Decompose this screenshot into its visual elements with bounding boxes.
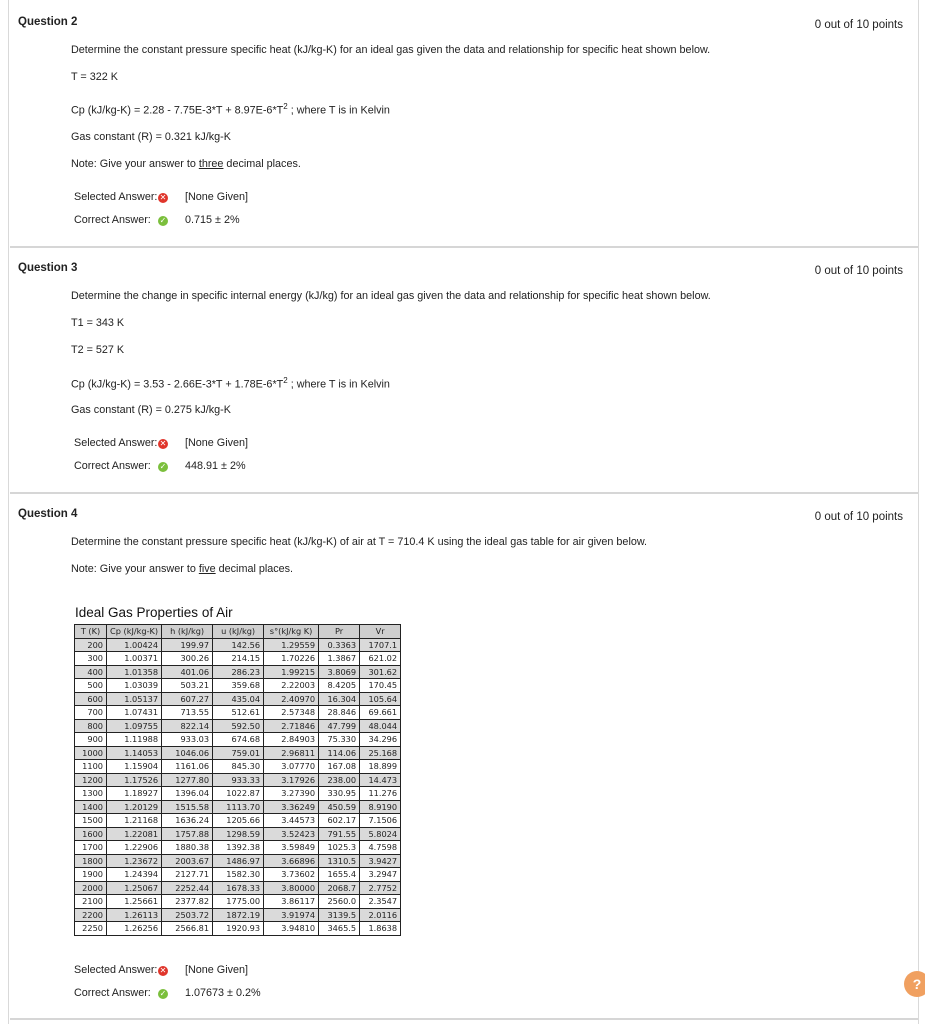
- table-header-row: [75, 625, 401, 639]
- table-cell: 1396.04: [162, 787, 213, 801]
- table-cell: 1.29559: [264, 638, 319, 652]
- question-prompt: Determine the constant pressure specific heat (kJ/kg-K) of air at T = 710.4 K using the ideal gas table for air given below.: [71, 536, 648, 548]
- check-circle-icon: ✓: [159, 462, 167, 471]
- selected-answer-label: Selected Answer:: [74, 191, 158, 203]
- table-cell: 1.21168: [107, 814, 162, 828]
- table-cell: 3.80000: [264, 881, 319, 895]
- table-cell: 1880.38: [162, 841, 213, 855]
- table-cell: 1500: [75, 814, 107, 828]
- table-cell: 592.50: [213, 719, 264, 733]
- table-cell: 200: [75, 638, 107, 652]
- table-cell: 2.96811: [264, 746, 319, 760]
- table-row: [75, 854, 401, 868]
- table-cell: 1310.5: [319, 854, 360, 868]
- x-circle-icon: ✕: [159, 193, 167, 202]
- table-header-cell: T (K): [75, 625, 107, 639]
- table-cell: 300: [75, 652, 107, 666]
- table-cell: 600: [75, 692, 107, 706]
- temperature-2-value: T2 = 527 K: [71, 344, 125, 356]
- table-cell: 900: [75, 733, 107, 747]
- table-cell: 2503.72: [162, 908, 213, 922]
- table-cell: 3.2947: [360, 868, 401, 882]
- table-cell: 105.64: [360, 692, 401, 706]
- table-cell: 1872.19: [213, 908, 264, 922]
- correct-answer-label: Correct Answer:: [74, 460, 151, 472]
- table-cell: 1277.80: [162, 773, 213, 787]
- table-cell: 3.8069: [319, 665, 360, 679]
- question-note: Note: Give your answer to five decimal places.: [71, 563, 294, 575]
- table-cell: 2560.0: [319, 895, 360, 909]
- ideal-gas-table: [74, 624, 401, 936]
- table-row: [75, 787, 401, 801]
- table-cell: 1900: [75, 868, 107, 882]
- gas-constant: Gas constant (R) = 0.275 kJ/kg-K: [71, 404, 231, 416]
- page-border-right: [918, 0, 919, 1024]
- table-cell: 25.168: [360, 746, 401, 760]
- table-cell: 500: [75, 679, 107, 693]
- table-cell: 4.7598: [360, 841, 401, 855]
- table-row: [75, 841, 401, 855]
- table-cell: 3.73602: [264, 868, 319, 882]
- table-cell: 2127.71: [162, 868, 213, 882]
- selected-answer-value: [None Given]: [185, 191, 249, 203]
- table-cell: 2000: [75, 881, 107, 895]
- table-cell: 301.62: [360, 665, 401, 679]
- table-cell: 2377.82: [162, 895, 213, 909]
- table-cell: 3.59849: [264, 841, 319, 855]
- table-cell: 1298.59: [213, 827, 264, 841]
- table-cell: 1.11988: [107, 733, 162, 747]
- table-cell: 1.14053: [107, 746, 162, 760]
- temperature-1-value: T1 = 343 K: [71, 317, 125, 329]
- table-cell: 2252.44: [162, 881, 213, 895]
- table-cell: 503.21: [162, 679, 213, 693]
- cp-relationship: Cp $(kJ/kg-K) = 3.53 - 2.66E-3*T + 1.78E-6*T^2$ ; where T is in Kelvin: [71, 376, 390, 391]
- table-cell: 48.044: [360, 719, 401, 733]
- table-header-cell: u (kJ/kg): [213, 625, 264, 639]
- table-header-cell: Cp (kJ/kg-K): [107, 625, 162, 639]
- table-cell: 1392.38: [213, 841, 264, 855]
- table-cell: 1486.97: [213, 854, 264, 868]
- table-cell: 1.05137: [107, 692, 162, 706]
- table-cell: 2.71846: [264, 719, 319, 733]
- table-cell: 1.99215: [264, 665, 319, 679]
- table-cell: 1.15904: [107, 760, 162, 774]
- question-title: Question 3: [18, 262, 78, 274]
- table-cell: 1678.33: [213, 881, 264, 895]
- table-cell: 2.7752: [360, 881, 401, 895]
- page-border-left: [8, 0, 9, 1024]
- table-cell: 3.27390: [264, 787, 319, 801]
- table-cell: 933.33: [213, 773, 264, 787]
- table-cell: 14.473: [360, 773, 401, 787]
- table-cell: 1700: [75, 841, 107, 855]
- table-cell: 1.22906: [107, 841, 162, 855]
- table-cell: 3.07770: [264, 760, 319, 774]
- check-circle-icon: ✓: [159, 216, 167, 225]
- table-row: [75, 922, 401, 936]
- table-header-cell: h (kJ/kg): [162, 625, 213, 639]
- table-cell: 1775.00: [213, 895, 264, 909]
- correct-answer-label: Correct Answer:: [74, 214, 151, 226]
- table-cell: 2.40970: [264, 692, 319, 706]
- table-cell: 2068.7: [319, 881, 360, 895]
- table-cell: 8.9190: [360, 800, 401, 814]
- table-cell: 1515.58: [162, 800, 213, 814]
- table-cell: 300.26: [162, 652, 213, 666]
- table-cell: 1000: [75, 746, 107, 760]
- table-cell: 3.86117: [264, 895, 319, 909]
- table-cell: 286.23: [213, 665, 264, 679]
- table-cell: 2.84903: [264, 733, 319, 747]
- question-points: 0 out of 10 points: [814, 511, 903, 523]
- table-cell: 400: [75, 665, 107, 679]
- table-cell: 238.00: [319, 773, 360, 787]
- table-cell: 2.57348: [264, 706, 319, 720]
- table-cell: 11.276: [360, 787, 401, 801]
- table-cell: 1920.93: [213, 922, 264, 936]
- table-row: [75, 679, 401, 693]
- table-cell: 1025.3: [319, 841, 360, 855]
- table-cell: 822.14: [162, 719, 213, 733]
- check-circle-icon: ✓: [159, 989, 167, 998]
- table-cell: 330.95: [319, 787, 360, 801]
- table-cell: 167.08: [319, 760, 360, 774]
- table-row: [75, 881, 401, 895]
- table-cell: 621.02: [360, 652, 401, 666]
- table-cell: 1.8638: [360, 922, 401, 936]
- question-note: Note: Give your answer to three decimal places.: [71, 158, 301, 170]
- table-row: [75, 760, 401, 774]
- x-circle-icon: ✕: [159, 439, 167, 448]
- table-cell: 3.36249: [264, 800, 319, 814]
- table-cell: 8.4205: [319, 679, 360, 693]
- table-row: [75, 706, 401, 720]
- table-cell: 3.44573: [264, 814, 319, 828]
- table-cell: 1.22081: [107, 827, 162, 841]
- cp-relationship: Cp $(kJ/kg-K) = 2.28 - 7.75E-3*T + 8.97E-6*T^2$ ; where T is in Kelvin: [71, 102, 390, 117]
- table-cell: 2.3547: [360, 895, 401, 909]
- question-separator: [10, 1018, 918, 1020]
- table-row: [75, 733, 401, 747]
- table-cell: 16.304: [319, 692, 360, 706]
- table-cell: 1113.70: [213, 800, 264, 814]
- gas-constant: Gas constant (R) = 0.321 kJ/kg-K: [71, 131, 231, 143]
- table-row: [75, 908, 401, 922]
- table-cell: 1757.88: [162, 827, 213, 841]
- table-cell: 1.03039: [107, 679, 162, 693]
- table-cell: 3139.5: [319, 908, 360, 922]
- table-cell: 2200: [75, 908, 107, 922]
- table-row: [75, 868, 401, 882]
- table-cell: 1.25067: [107, 881, 162, 895]
- table-row: [75, 895, 401, 909]
- table-cell: 1.01358: [107, 665, 162, 679]
- table-cell: 845.30: [213, 760, 264, 774]
- table-cell: 3.66896: [264, 854, 319, 868]
- table-cell: 1205.66: [213, 814, 264, 828]
- temperature-value: T = 322 K: [71, 71, 118, 83]
- table-cell: 75.330: [319, 733, 360, 747]
- table-cell: 5.8024: [360, 827, 401, 841]
- table-row: [75, 773, 401, 787]
- table-cell: 2100: [75, 895, 107, 909]
- table-cell: 1.09755: [107, 719, 162, 733]
- table-cell: 1.00424: [107, 638, 162, 652]
- table-cell: 0.3363: [319, 638, 360, 652]
- table-row: [75, 692, 401, 706]
- table-cell: 1.07431: [107, 706, 162, 720]
- table-row: [75, 719, 401, 733]
- question-prompt: Determine the constant pressure specific heat (kJ/kg-K) for an ideal gas given the data and relationship for specific heat shown below.: [71, 44, 711, 56]
- table-row: [75, 746, 401, 760]
- correct-answer-label: Correct Answer:: [74, 987, 151, 999]
- table-cell: 1.24394: [107, 868, 162, 882]
- table-cell: 800: [75, 719, 107, 733]
- table-cell: 1.18927: [107, 787, 162, 801]
- correct-answer-value: 448.91 ± 2%: [185, 460, 246, 472]
- table-cell: 1.26256: [107, 922, 162, 936]
- table-cell: 1707.1: [360, 638, 401, 652]
- table-cell: 3.17926: [264, 773, 319, 787]
- table-cell: 1100: [75, 760, 107, 774]
- table-cell: 18.899: [360, 760, 401, 774]
- x-circle-icon: ✕: [159, 966, 167, 975]
- table-cell: 435.04: [213, 692, 264, 706]
- table-cell: 1022.87: [213, 787, 264, 801]
- table-cell: 28.846: [319, 706, 360, 720]
- table-header-cell: Vr: [360, 625, 401, 639]
- table-header-cell: s°(kJ/kg K): [264, 625, 319, 639]
- table-row: [75, 638, 401, 652]
- table-row: [75, 800, 401, 814]
- table-cell: 1.3867: [319, 652, 360, 666]
- table-cell: 1.00371: [107, 652, 162, 666]
- table-cell: 401.06: [162, 665, 213, 679]
- table-cell: 700: [75, 706, 107, 720]
- selected-answer-value: [None Given]: [185, 437, 249, 449]
- table-cell: 2003.67: [162, 854, 213, 868]
- table-cell: 142.56: [213, 638, 264, 652]
- table-cell: 450.59: [319, 800, 360, 814]
- question-separator: [10, 246, 918, 248]
- table-cell: 713.55: [162, 706, 213, 720]
- table-cell: 1.25661: [107, 895, 162, 909]
- table-cell: 1300: [75, 787, 107, 801]
- table-cell: 1636.24: [162, 814, 213, 828]
- table-cell: 1161.06: [162, 760, 213, 774]
- table-cell: 170.45: [360, 679, 401, 693]
- correct-answer-value: 1.07673 ± 0.2%: [185, 987, 261, 999]
- table-cell: 3.52423: [264, 827, 319, 841]
- table-cell: 1582.30: [213, 868, 264, 882]
- table-cell: 34.296: [360, 733, 401, 747]
- table-cell: 2.0116: [360, 908, 401, 922]
- table-cell: 512.61: [213, 706, 264, 720]
- table-cell: 3.9427: [360, 854, 401, 868]
- table-row: [75, 814, 401, 828]
- question-separator: [10, 492, 918, 494]
- selected-answer-label: Selected Answer:: [74, 437, 158, 449]
- correct-answer-value: 0.715 ± 2%: [185, 214, 240, 226]
- table-cell: 2566.81: [162, 922, 213, 936]
- table-cell: 3.94810: [264, 922, 319, 936]
- table-cell: 602.17: [319, 814, 360, 828]
- table-cell: 674.68: [213, 733, 264, 747]
- table-cell: 1.26113: [107, 908, 162, 922]
- table-cell: 1.17526: [107, 773, 162, 787]
- table-header-cell: Pr: [319, 625, 360, 639]
- table-row: [75, 652, 401, 666]
- table-cell: 1200: [75, 773, 107, 787]
- table-cell: 1.23672: [107, 854, 162, 868]
- table-cell: 607.27: [162, 692, 213, 706]
- table-cell: 1046.06: [162, 746, 213, 760]
- table-cell: 1400: [75, 800, 107, 814]
- table-row: [75, 665, 401, 679]
- selected-answer-label: Selected Answer:: [74, 964, 158, 976]
- table-cell: 3.91974: [264, 908, 319, 922]
- table-cell: 1.20129: [107, 800, 162, 814]
- selected-answer-value: [None Given]: [185, 964, 249, 976]
- table-cell: 3465.5: [319, 922, 360, 936]
- table-cell: 114.06: [319, 746, 360, 760]
- question-title: Question 2: [18, 16, 78, 28]
- question-points: 0 out of 10 points: [814, 265, 903, 277]
- help-icon[interactable]: ?: [904, 971, 925, 997]
- table-row: [75, 827, 401, 841]
- table-cell: 1655.4: [319, 868, 360, 882]
- table-cell: 1600: [75, 827, 107, 841]
- table-cell: 791.55: [319, 827, 360, 841]
- table-cell: 47.799: [319, 719, 360, 733]
- question-title: Question 4: [18, 508, 78, 520]
- table-cell: 2.22003: [264, 679, 319, 693]
- table-title: Ideal Gas Properties of Air: [75, 605, 233, 620]
- table-cell: 933.03: [162, 733, 213, 747]
- question-prompt: Determine the change in specific internal energy (kJ/kg) for an ideal gas given the data and relationship for specific heat shown below.: [71, 290, 711, 302]
- table-cell: 1800: [75, 854, 107, 868]
- table-cell: 214.15: [213, 652, 264, 666]
- table-cell: 759.01: [213, 746, 264, 760]
- table-cell: 359.68: [213, 679, 264, 693]
- table-cell: 1.70226: [264, 652, 319, 666]
- table-cell: 69.661: [360, 706, 401, 720]
- table-cell: 199.97: [162, 638, 213, 652]
- question-points: 0 out of 10 points: [814, 19, 903, 31]
- table-cell: 7.1506: [360, 814, 401, 828]
- table-cell: 2250: [75, 922, 107, 936]
